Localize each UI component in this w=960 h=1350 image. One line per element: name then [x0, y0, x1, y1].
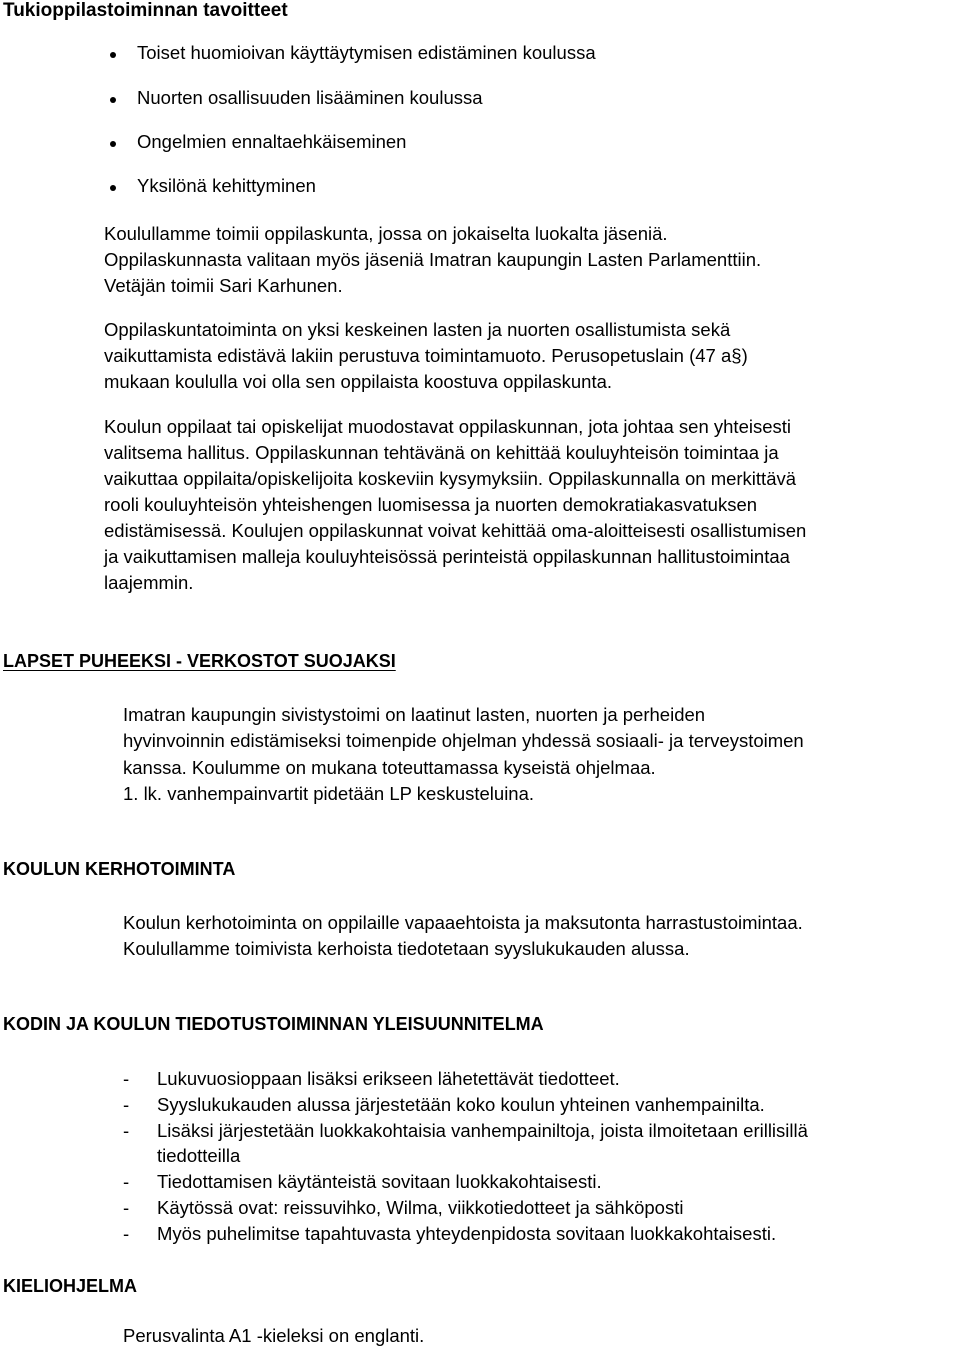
bullet-item: Nuorten osallisuuden lisääminen koulussa [137, 87, 483, 108]
paragraph-line: rooli kouluyhteisön yhteishengen luomisessa ja nuorten demokratiakasvatuksen [104, 494, 758, 515]
bullet-icon [110, 52, 116, 58]
list-item: Syyslukukauden alussa järjestetään koko koulun yhteinen vanhempainilta. [157, 1094, 765, 1115]
paragraph-line: Imatran kaupungin sivistystoimi on laatinut lasten, nuorten ja perheiden [123, 704, 706, 725]
paragraph-line: hyvinvoinnin edistämiseksi toimenpide ohjelman yhdessä sosiaali- ja terveystoimen [123, 730, 804, 751]
dash-icon: - [123, 1223, 130, 1244]
bullet-icon [110, 97, 116, 103]
section-title-kerhotoiminta: KOULUN KERHOTOIMINTA [3, 859, 236, 879]
list-item: Käytössä ovat: reissuvihko, Wilma, viikkotiedotteet ja sähköposti [157, 1197, 684, 1218]
dash-icon: - [123, 1094, 130, 1115]
paragraph-line: Koulun oppilaat tai opiskelijat muodostavat oppilaskunnan, jota johtaa sen yhteisesti [104, 416, 792, 437]
bullet-item: Toiset huomioivan käyttäytymisen edistäminen koulussa [137, 42, 596, 63]
paragraph-line: vaikuttaa oppilaita/opiskelijoita koskeviin kysymyksiin. Oppilaskunnalla on merkittävä [104, 468, 797, 489]
paragraph-line: vaikuttamista edistävä lakiin perustuva toimintamuoto. Perusopetuslain (47 a§) [104, 345, 748, 366]
section-title-kieliohjelma: KIELIOHJELMA [3, 1276, 138, 1296]
paragraph-line: Vetäjän toimii Sari Karhunen. [104, 275, 343, 296]
paragraph-line: edistämisessä. Koulujen oppilaskunnat voivat kehittää oma-aloitteisesti osallistumisen [104, 520, 807, 541]
bullet-icon [110, 141, 116, 147]
paragraph-line: Oppilaskunnasta valitaan myös jäseniä Imatran kaupungin Lasten Parlamenttiin. [104, 249, 762, 270]
bullet-item: Yksilönä kehittyminen [137, 175, 316, 196]
paragraph-line: mukaan koululla voi olla sen oppilaista koostuva oppilaskunta. [104, 371, 613, 392]
dash-icon: - [123, 1197, 130, 1218]
paragraph-line: Oppilaskuntatoiminta on yksi keskeinen lasten ja nuorten osallistumista sekä [104, 319, 731, 340]
list-item-continuation: tiedotteilla [157, 1145, 241, 1166]
dash-icon: - [123, 1120, 130, 1141]
paragraph-line: ja vaikuttamisen malleja kouluyhteisössä perinteistä oppilaskunnan hallitustoimintaa [104, 546, 790, 567]
section-title-lapset-puheeksi: LAPSET PUHEEKSI - VERKOSTOT SUOJAKSI [3, 651, 396, 671]
list-item: Tiedottamisen käytänteistä sovitaan luokkakohtaisesti. [157, 1171, 602, 1192]
paragraph-line: laajemmin. [104, 572, 194, 593]
dash-icon: - [123, 1171, 130, 1192]
bullet-icon [110, 185, 116, 191]
dash-icon: - [123, 1068, 130, 1089]
list-item: Lukuvuosioppaan lisäksi erikseen lähetettävät tiedotteet. [157, 1068, 620, 1089]
paragraph-line: Koulullamme toimivista kerhoista tiedotetaan syyslukukauden alussa. [123, 938, 690, 959]
paragraph-kieliohjelma: Perusvalinta A1 -kieleksi on englanti. [123, 1325, 425, 1346]
section-title-tukioppilas: Tukioppilastoiminnan tavoitteet [3, 0, 288, 21]
paragraph-line: Koulullamme toimii oppilaskunta, jossa on jokaiselta luokalta jäseniä. [104, 223, 668, 244]
list-item: Myös puhelimitse tapahtuvasta yhteydenpidosta sovitaan luokkakohtaisesti. [157, 1223, 777, 1244]
paragraph-line: valitsema hallitus. Oppilaskunnan tehtävänä on kehittää kouluyhteisön toimintaa ja [104, 442, 779, 463]
list-item: Lisäksi järjestetään luokkakohtaisia vanhempainiltoja, joista ilmoitetaan erillisillä [157, 1120, 808, 1141]
paragraph-line: 1. lk. vanhempainvartit pidetään LP keskusteluina. [123, 783, 535, 804]
paragraph-line: kanssa. Koulumme on mukana toteuttamassa kyseistä ohjelmaa. [123, 757, 656, 778]
section-title-tiedotustoiminta: KODIN JA KOULUN TIEDOTUSTOIMINNAN YLEISUUNNITELMA [3, 1014, 544, 1034]
paragraph-line: Koulun kerhotoiminta on oppilaille vapaaehtoista ja maksutonta harrastustoimintaa. [123, 912, 803, 933]
bullet-item: Ongelmien ennaltaehkäiseminen [137, 131, 407, 152]
